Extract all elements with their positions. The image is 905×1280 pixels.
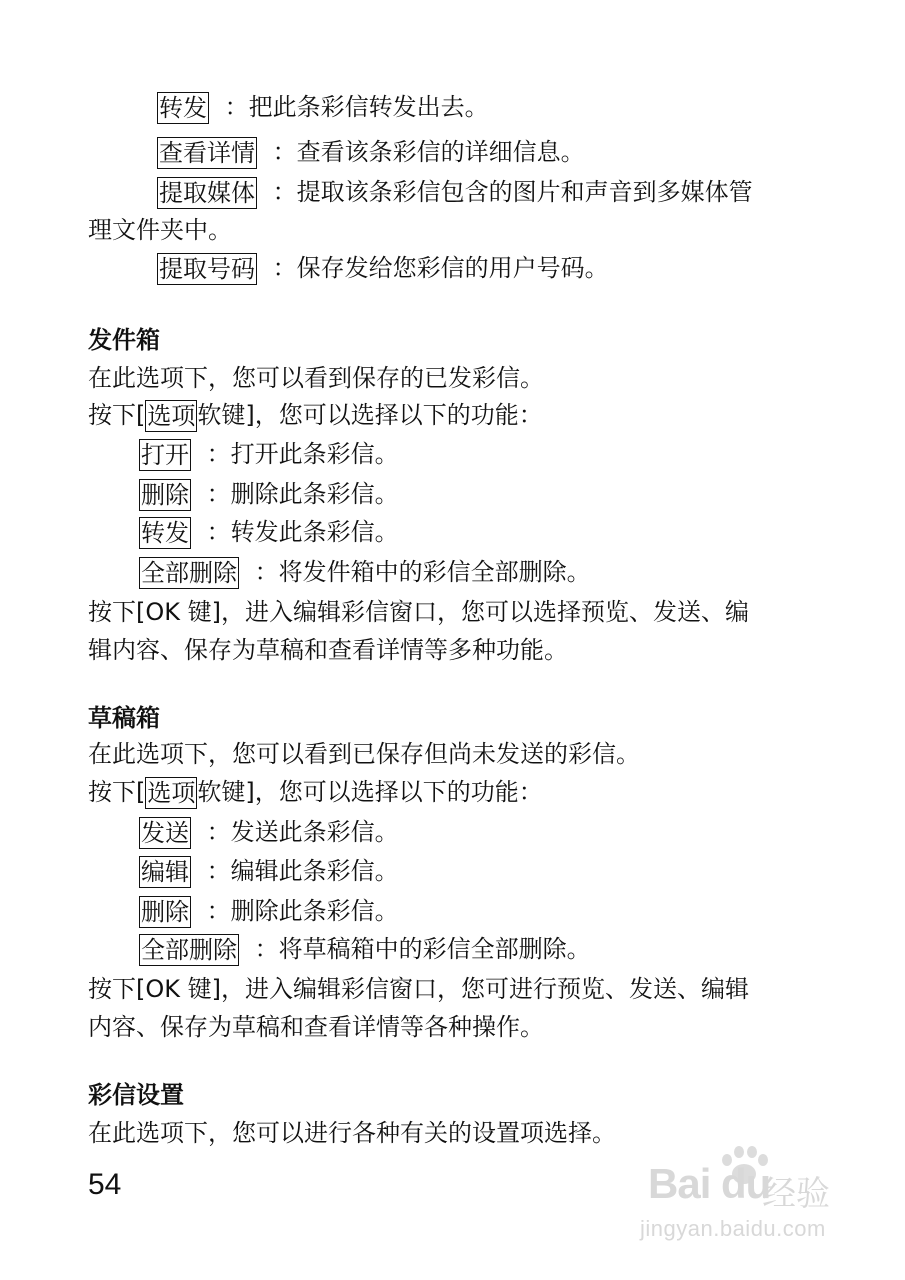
drafts-press-suffix: 软键]，您可以选择以下的功能： bbox=[197, 778, 543, 806]
drafts-delete-desc: ：删除此条彩信。 bbox=[206, 897, 399, 925]
outbox-intro: 在此选项下，您可以看到保存的已发彩信。 bbox=[88, 364, 544, 392]
mms-settings-intro: 在此选项下，您可以进行各种有关的设置项选择。 bbox=[88, 1119, 616, 1147]
mms-settings-heading: 彩信设置 bbox=[88, 1081, 184, 1109]
delete-all-desc: ：将发件箱中的彩信全部删除。 bbox=[254, 558, 591, 586]
page-number: 54 bbox=[88, 1168, 122, 1201]
outbox-forward-desc: ：转发此条彩信。 bbox=[206, 518, 399, 546]
watermark-url: jingyan.baidu.com bbox=[640, 1216, 826, 1241]
forward-key: 转发 bbox=[159, 94, 207, 122]
extract-media-key: 提取媒体 bbox=[159, 179, 255, 207]
drafts-item-send bbox=[139, 817, 399, 847]
delete-all-key: 全部删除 bbox=[141, 559, 237, 587]
open-key: 打开 bbox=[141, 441, 189, 469]
outbox-item-forward bbox=[139, 517, 399, 547]
extract-media-desc: ：提取该条彩信包含的图片和声音到多媒体管 bbox=[272, 178, 753, 206]
drafts-item-edit bbox=[139, 856, 399, 886]
extract-media-continuation: 理文件夹中。 bbox=[88, 216, 232, 244]
send-desc: ：发送此条彩信。 bbox=[206, 818, 399, 846]
drafts-delete-all-desc: ：将草稿箱中的彩信全部删除。 bbox=[254, 935, 591, 963]
view-details-desc: ：查看该条彩信的详细信息。 bbox=[272, 138, 585, 166]
outbox-options-key: 选项 bbox=[147, 402, 196, 430]
outbox-item-open bbox=[139, 439, 399, 469]
outbox-item-delete-all bbox=[139, 557, 591, 587]
view-details-key: 查看详情 bbox=[159, 139, 255, 167]
outbox-press-options-line bbox=[88, 400, 543, 430]
drafts-heading: 草稿箱 bbox=[88, 704, 160, 732]
outbox-item-delete bbox=[139, 479, 399, 509]
outbox-press-prefix: 按下[ bbox=[88, 401, 146, 429]
view-details-line bbox=[157, 137, 585, 167]
send-key: 发送 bbox=[141, 819, 189, 847]
forward-line bbox=[157, 92, 489, 122]
edit-desc: ：编辑此条彩信。 bbox=[206, 857, 399, 885]
extract-number-key: 提取号码 bbox=[159, 255, 255, 283]
drafts-ok-line-2: 内容、保存为草稿和查看详情等各种操作。 bbox=[88, 1013, 544, 1041]
extract-number-line bbox=[157, 253, 609, 283]
outbox-press-suffix: 软键]，您可以选择以下的功能： bbox=[197, 401, 543, 429]
extract-number-desc: ：保存发给您彩信的用户号码。 bbox=[272, 254, 609, 282]
delete-key: 删除 bbox=[141, 481, 189, 509]
drafts-intro: 在此选项下，您可以看到已保存但尚未发送的彩信。 bbox=[88, 740, 640, 768]
extract-media-line bbox=[157, 177, 753, 207]
drafts-item-delete bbox=[139, 896, 399, 926]
outbox-ok-line-2: 辑内容、保存为草稿和查看详情等多种功能。 bbox=[88, 636, 568, 664]
drafts-item-delete-all bbox=[139, 934, 591, 964]
forward-desc: ：把此条彩信转发出去。 bbox=[224, 93, 489, 121]
drafts-ok-line-1: 按下[OK 键]，进入编辑彩信窗口，您可进行预览、发送、编辑 bbox=[88, 975, 749, 1003]
outbox-ok-line-1: 按下[OK 键]，进入编辑彩信窗口，您可以选择预览、发送、编 bbox=[88, 598, 749, 626]
drafts-delete-key: 删除 bbox=[141, 898, 189, 926]
outbox-forward-key: 转发 bbox=[141, 519, 189, 547]
watermark-brand: Bai du bbox=[648, 1160, 771, 1207]
delete-desc: ：删除此条彩信。 bbox=[206, 480, 399, 508]
drafts-press-options-line bbox=[88, 777, 543, 807]
outbox-heading: 发件箱 bbox=[88, 326, 160, 354]
edit-key: 编辑 bbox=[141, 858, 189, 886]
open-desc: ：打开此条彩信。 bbox=[206, 440, 399, 468]
drafts-delete-all-key: 全部删除 bbox=[141, 936, 237, 964]
drafts-options-key: 选项 bbox=[147, 779, 196, 807]
drafts-press-prefix: 按下[ bbox=[88, 778, 146, 806]
watermark-brand-cn: 经验 bbox=[762, 1174, 830, 1214]
baidu-jingyan-watermark bbox=[640, 1148, 850, 1258]
